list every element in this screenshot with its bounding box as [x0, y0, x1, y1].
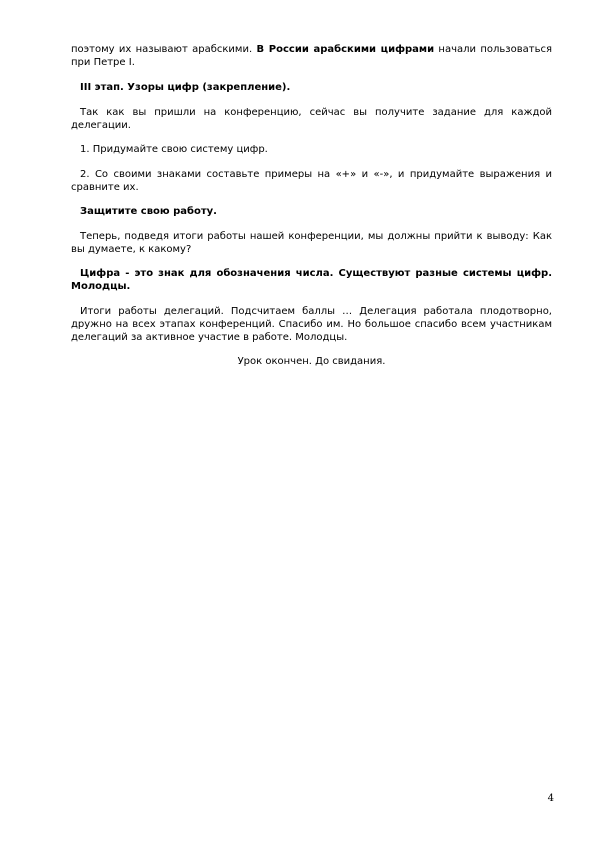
paragraph-arabic-digits-bold: В России арабскими цифрами: [256, 44, 435, 55]
paragraph-task-intro: Так как вы пришли на конференцию, сейчас вы получите задание для каждой делегации.: [71, 107, 552, 131]
paragraph-definition-text: Цифра - это знак для обозначения числа. Существуют разные системы цифр. Молодцы.: [71, 268, 552, 292]
defend-heading: [71, 205, 552, 218]
task-item-1: 1. Придумайте свою систему цифр.: [80, 144, 268, 155]
defend-heading-text: Защитите свою работу.: [80, 206, 217, 217]
paragraph-arabic-digits-end: начали пользоваться при Петре I.: [71, 44, 552, 68]
paragraph-arabic-digits-start: поэтому их называют арабскими.: [71, 44, 257, 55]
paragraph-definition: [71, 267, 552, 293]
task-item-2: 2. Со своими знаками составьте примеры на «+» и «-», и придумайте выражения и сравните их.: [71, 169, 552, 193]
stage-heading: [71, 81, 552, 94]
closing-line: Урок окончен. До свидания.: [237, 356, 386, 367]
paragraph-results: Итоги работы делегаций. Подсчитаем баллы … Делегация работала плодотворно, дружно на всех этапах конференций. Спасибо им. Но большое спасибо всем участникам делегаций за активное участие в работе. Молодцы.: [71, 306, 552, 343]
page-number: 4: [547, 793, 554, 804]
paragraph-arabic-digits: [71, 43, 552, 69]
page-content: [71, 43, 552, 380]
stage-heading-text: III этап. Узоры цифр (закрепление).: [80, 82, 291, 93]
paragraph-conclusion-question: Теперь, подведя итоги работы нашей конференции, мы должны прийти к выводу: Как вы думаете, к какому?: [71, 231, 552, 255]
